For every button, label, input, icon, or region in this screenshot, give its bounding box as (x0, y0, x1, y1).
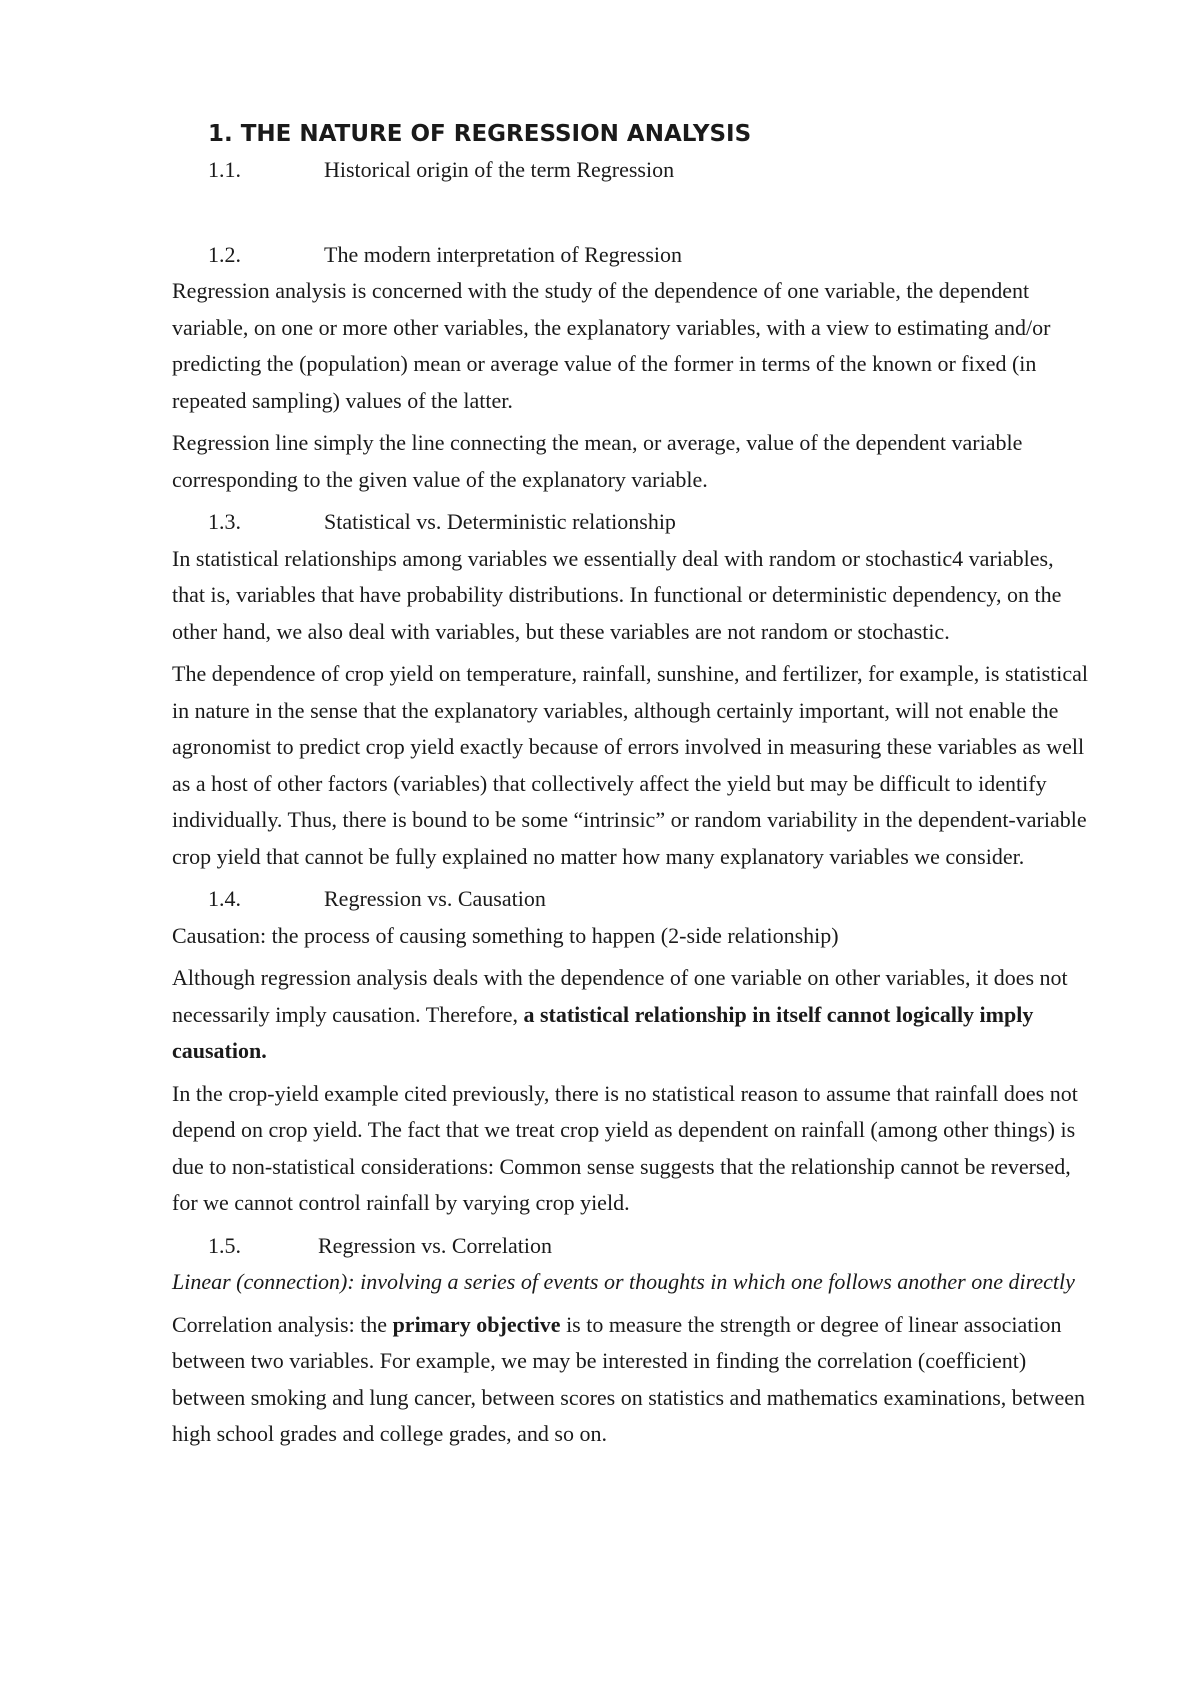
bold-emphasis: primary objective (392, 1311, 561, 1337)
section-title: Historical origin of the term Regression (324, 157, 675, 182)
section-number: 1.4. (208, 886, 241, 911)
paragraph-text: Although regression analysis deals with the dependence of one variable on other variables, it does not necessarily imply causation. Therefore, (172, 965, 1068, 1027)
section-number: 1.3. (208, 509, 241, 534)
bold-emphasis: a statistical relationship in itself cannot logically imply causation. (172, 1001, 1034, 1063)
section-heading-1-1 (172, 152, 1092, 189)
paragraph: Causation: the process of causing something to happen (2-side relationship) (172, 922, 839, 948)
paragraph (172, 960, 1092, 1070)
section-number: 1.2. (208, 241, 241, 267)
blank-line (172, 189, 1092, 237)
paragraph: Regression line simply the line connecting the mean, or average, value of the dependent variable corresponding to the given value of the explanatory variable. (172, 430, 1023, 492)
section-number: 1.5. (208, 1232, 241, 1258)
paragraph: In statistical relationships among variables we essentially deal with random or stochastic4 variables, that is, variables that have probability distributions. In functional or deterministic dependency, on the other hand, we also deal with variables, but these variables are not random or stochastic. (172, 545, 1062, 644)
section-heading-1-4 (172, 881, 1092, 918)
italic-definition: Linear (connection): involving a series of events or thoughts in which one follows another one directly (172, 1269, 1075, 1294)
section-number: 1.1. (208, 157, 241, 182)
document-body (172, 116, 1092, 1459)
paragraph-text: is to measure the strength or degree of linear association between two variables. For example, we may be interested in finding the correlation (coefficient) between smoking and lung cancer, between scores on statistics and mathematics examinations, between high school grades and college grades, and so on. (172, 1311, 1086, 1446)
section-heading-1-3 (172, 504, 1092, 541)
paragraph-text: Correlation analysis: the (172, 1311, 393, 1337)
section-heading-1-2 (172, 237, 1092, 274)
section-title: Regression vs. Causation (324, 886, 546, 911)
section-heading-1-5 (172, 1228, 1092, 1265)
section-title: Statistical vs. Deterministic relationship (324, 509, 676, 534)
document-title: 1. THE NATURE OF REGRESSION ANALYSIS (208, 121, 752, 147)
paragraph: In the crop-yield example cited previously, there is no statistical reason to assume that rainfall does not depend on crop yield. The fact that we treat crop yield as dependent on rainfall (among other things) is due to non-statistical considerations: Common sense suggests that the relationship cannot be reversed, for we cannot control rainfall by varying crop yield. (172, 1080, 1078, 1215)
section-title: Regression vs. Correlation (318, 1232, 553, 1258)
paragraph: Regression analysis is concerned with the study of the dependence of one variable, the dependent variable, on one or more other variables, the explanatory variables, with a view to estimating and/or predicting the (population) mean or average value of the former in terms of the known or fixed (in repeated sampling) values of the latter. (172, 278, 1051, 413)
paragraph: The dependence of crop yield on temperature, rainfall, sunshine, and fertilizer, for example, is statistical in nature in the sense that the explanatory variables, although certainly important, will not enable the agronomist to predict crop yield exactly because of errors involved in measuring these variables as well as a host of other factors (variables) that collectively affect the yield but may be difficult to identify individually. Thus, there is bound to be some “intrinsic” or random variability in the dependent-variable crop yield that cannot be fully explained no matter how many explanatory variables we consider. (172, 661, 1089, 869)
paragraph (172, 1307, 1092, 1453)
section-title: The modern interpretation of Regression (324, 241, 683, 267)
